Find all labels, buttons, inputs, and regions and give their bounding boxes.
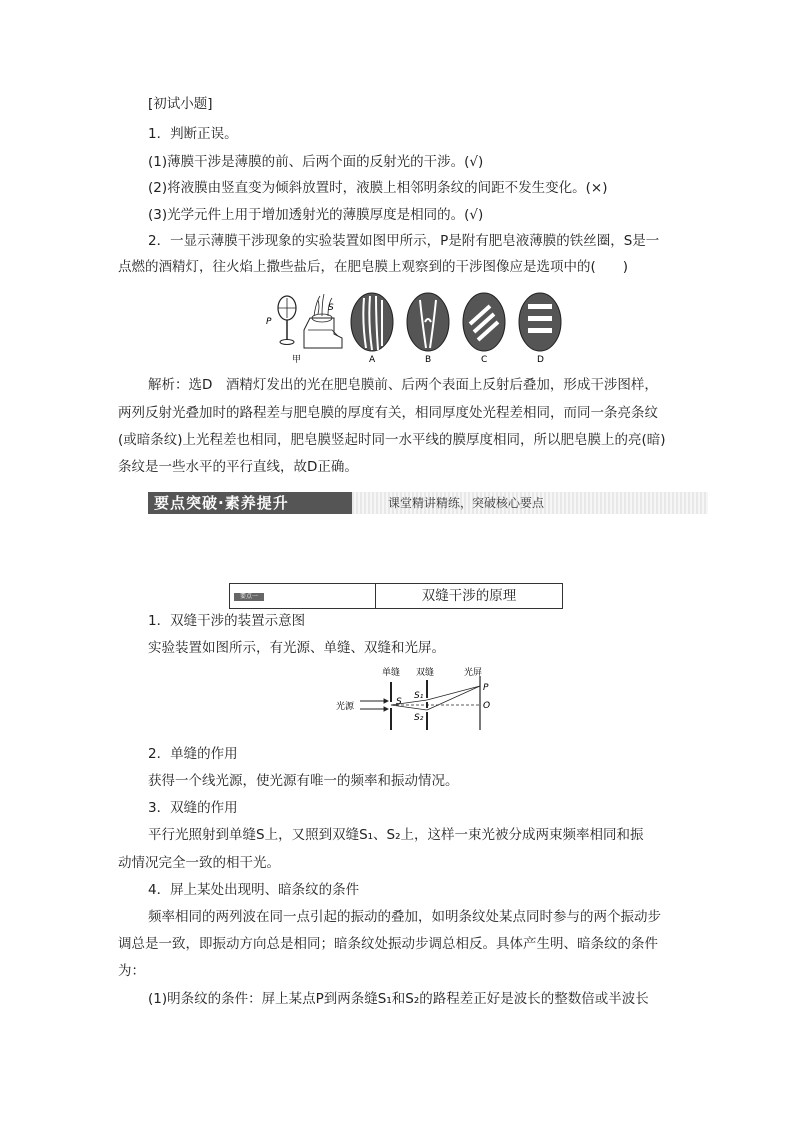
lamp-figure <box>304 294 342 348</box>
option-b-pattern <box>407 293 449 351</box>
point-2-heading: 2．单缝的作用 <box>148 746 238 762</box>
point-1-text: 实验装置如图所示，有光源、单缝、双缝和光屏。 <box>148 640 445 656</box>
point-4-text-4: (1)明条纹的条件：屏上某点P到两条缝S₁和S₂的路程差正好是波长的整数倍或半波长 <box>148 991 649 1007</box>
label-A: A <box>369 355 376 365</box>
question-2-cont: 点燃的酒精灯，往火焰上撒些盐后，在肥皂膜上观察到的干涉图像应是选项中的( ) <box>118 259 629 275</box>
analysis-4: 条纹是一些水平的平行直线，故D正确。 <box>118 459 358 475</box>
line-heading: [初试小题] <box>148 96 213 112</box>
figure-film-interference <box>262 290 562 366</box>
banner-title: 要点突破·素养提升 <box>148 492 352 514</box>
wire-loop-figure <box>278 296 296 345</box>
point-4-heading: 4．屏上某处出现明、暗条纹的条件 <box>148 882 360 898</box>
point-3-text-2: 动情况完全一致的相干光。 <box>118 855 280 871</box>
label-screen: 光屏 <box>464 668 483 678</box>
label-S1: S₁ <box>414 691 424 701</box>
point-3-heading: 3．双缝的作用 <box>148 800 238 816</box>
analysis-1: 解析：选D 酒精灯发出的光在肥皂膜前、后两个表面上反射后叠加，形成干涉图样， <box>148 377 658 393</box>
label-S: S <box>396 697 402 707</box>
point-2-text: 获得一个线光源，使光源有唯一的频率和振动情况。 <box>148 773 459 789</box>
label-source: 光源 <box>336 702 355 712</box>
statement-1: (1)薄膜干涉是薄膜的前、后两个面的反射光的干涉。(√) <box>148 154 484 170</box>
option-c-pattern <box>463 293 505 351</box>
section-title: 双缝干涉的原理 <box>421 588 517 604</box>
label-P: P <box>266 317 272 327</box>
label-double-slit: 双缝 <box>416 668 435 678</box>
point-4-text-1: 频率相同的两列波在同一点引起的振动的叠加，如明条纹处某点同时参与的两个振动步 <box>148 909 661 925</box>
analysis-2: 两列反射光叠加时的路程差与肥皂膜的厚度有关，相同厚度处光程差相同，而同一条亮条纹 <box>118 405 658 421</box>
option-d-pattern <box>519 293 561 351</box>
point-3-text-1: 平行光照射到单缝S上，又照到双缝S₁、S₂上，这样一束光被分成两束频率相同和振 <box>148 827 644 843</box>
point-1-heading: 1．双缝干涉的装置示意图 <box>148 613 306 629</box>
point-4-text-3: 为： <box>118 963 145 979</box>
statement-2: (2)将液膜由竖直变为倾斜放置时，液膜上相邻明条纹的间距不发生变化。(×) <box>148 180 608 196</box>
section-box <box>229 583 563 609</box>
label-P: P <box>483 683 489 693</box>
point-4-text-2: 调总是一致，即振动方向总是相同；暗条纹处振动步调总相反。具体产生明、暗条纹的条件 <box>118 936 658 952</box>
label-jia: 甲 <box>292 355 302 365</box>
option-a-pattern <box>351 293 393 351</box>
light-rays <box>391 686 480 710</box>
incoming-light-arrows <box>360 699 388 711</box>
label-S2: S₂ <box>414 713 424 723</box>
label-S: S <box>328 303 334 313</box>
label-O: O <box>483 701 491 711</box>
question-2: 2．一显示薄膜干涉现象的实验装置如图甲所示，P是附有肥皂液薄膜的铁丝圈，S是一 <box>148 233 660 249</box>
section-tag: 要点一 <box>234 593 264 601</box>
label-single-slit: 单缝 <box>382 668 401 678</box>
label-D: D <box>537 355 544 365</box>
figure-double-slit <box>334 664 504 736</box>
question-1: 1．判断正误。 <box>148 126 238 142</box>
banner-subtitle: 课堂精讲精练，突破核心要点 <box>388 496 545 510</box>
statement-3: (3)光学元件上用于增加透射光的薄膜厚度是相同的。(√) <box>148 207 484 223</box>
label-C: C <box>481 355 488 365</box>
analysis-3: (或暗条纹)上光程差也相同，肥皂膜竖起时同一水平线的膜厚度相同，所以肥皂膜上的亮(暗) <box>118 432 666 448</box>
section-banner <box>148 492 708 514</box>
label-B: B <box>425 355 432 365</box>
